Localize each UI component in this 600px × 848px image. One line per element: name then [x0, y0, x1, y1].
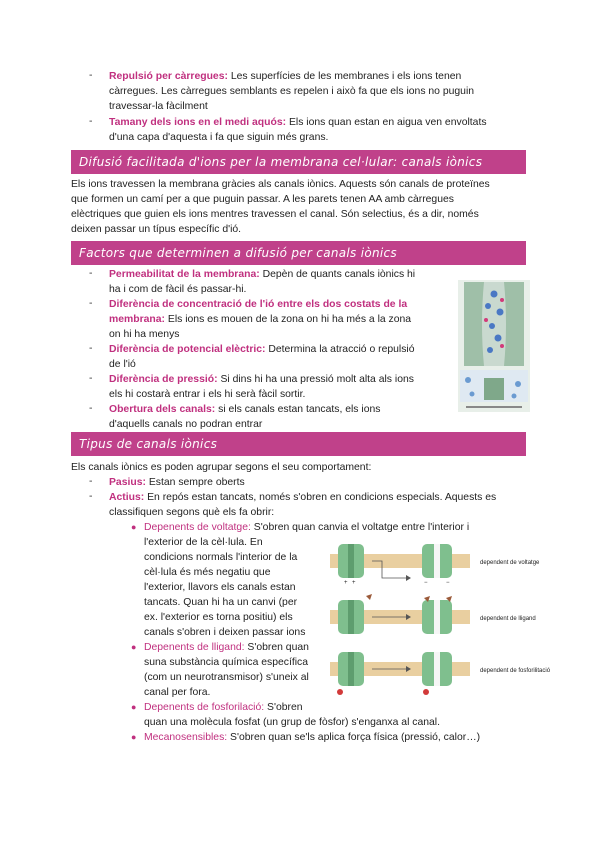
type-pasius: Pasius: Estan sempre oberts — [109, 477, 245, 488]
label-ligand: dependent de lligand — [480, 616, 536, 622]
section1-line-4: deixen passar un típus específic d'ió. — [71, 224, 242, 235]
sub-mecanosensibles: Mecanosensibles: S'obren quan se'ls aplica força física (pressió, calor…) — [144, 732, 481, 743]
factor-obertura: Obertura dels canals: si els canals estan tancats, els ions — [109, 404, 381, 415]
section-heading-tipus: Tipus de canals iònics — [71, 432, 526, 456]
phospho-gated-row — [330, 652, 551, 695]
document-page: - Repulsió per càrregues: Les superfícies de les membranes i els ions tenen càrregues. Les càrregues semblants es repelen i això fa que els ions no puguin travessar-la fàcilment - Tamany dels ions en el medi aquós: Els ions quan estan en aigua ven envoltats d'una capa d'aquesta i fa que siguin més grans. Difusió facilitada d'ions per la membrana cel·lular: canals iònics Els ions travessen la membrana gràcies als canals iònics. Aquests són canals de proteïnes que formen un camí per a que puguin passar. A les parets tenen AA amb càrregues elèctriques que guien els ions mentres travessen el canal. Són selectius, és a dir, només deixen passar un típus específic d'ió. Factors que determinen a difusió per canals iònics - Permeabilitat de la membrana: Depèn de quants canals iònics hi ha i com de fàcil és passar-hi. - Diferència de concentració de l'ió entre els dos costats de la membrana: Els ions es mouen de la zona on hi ha més a la zona on hi ha menys - Diferència de potencial elèctric: Determina la atracció o repulsió de l'ió - Diferència de pressió: Si dins hi ha una pressió molt alta als ions els hi costarà entrar i els hi serà fàcil sortir. - Obertura dels canals: si els canals estan tancats, els ions d'aquells canals no podran entrar Tipus de canals iònics Els canals iònics es poden agrupar segons el seu comportament: - Pasius: Estan sempre oberts - Actius: En repós estan tancats, només s'obren en condicions especials. Aquests es classifiquen segons què els fa obrir: ● Depenents de voltatge: S'obren quan canvia el voltatge entre l'interior i l'exterior de la cèl·lula. En condicions normals l'interior de la cèl·lula és més negatiu que l'exterior, llavors els canals estan tancats. Quan hi ha un canvi (per ex. l'exterior es torna positiu) els canals s'obren i deixen passar ions ● Depenents de lligand: S'obren quan suna substància química específica (com un neurotransmisor) s'uneix al canal per fora. ● Depenents de fosforilació: S'obren quan una molècula fosfat (un grup de fòsfor) s'enganxa al canal. ● Mecanosensibles: S'obren quan se'ls aplica força física (pressió, calor…) + + − − dependent de voltatge dependent de lligand dependent de fosforilitació — [0, 0, 600, 848]
ion-channel-figure — [458, 280, 530, 412]
keyword: Repulsió per càrregues: — [109, 71, 228, 82]
gated-channels-figure — [330, 540, 570, 700]
channel-wall-left — [464, 282, 484, 366]
sub-lligand: Depenents de lligand: S'obren quan — [144, 642, 309, 653]
factor-potencial: Diferència de potencial elèctric: Determina la atracció o repulsió — [109, 344, 415, 355]
svg-text:−: − — [424, 580, 428, 586]
factor-concentracio: Diferència de concentració de l'ió entre els dos costats de la — [109, 299, 408, 310]
dash: - — [89, 70, 93, 81]
section-heading-factors: Factors que determinen a difusió per canals iònics — [71, 241, 526, 265]
label-phospho: dependent de fosforilitació — [480, 668, 551, 674]
factor-permeabilitat: Permeabilitat de la membrana: Depèn de quants canals iònics hi — [109, 269, 416, 280]
voltage-gated-row — [330, 544, 540, 586]
svg-text:−: − — [446, 580, 450, 586]
sub-fosforilacio: Depenents de fosforilació: S'obren — [144, 702, 303, 713]
svg-text:+: + — [344, 580, 348, 586]
sub-voltatge: Depenents de voltatge: S'obren quan canvia el voltatge entre l'interior i — [144, 522, 470, 533]
type-actius: Actius: En repós estan tancats, només s'obren en condicions especials. Aquests es — [109, 492, 497, 503]
label-voltage: dependent de voltatge — [480, 560, 540, 566]
section1-line-3: elèctriques que guien els ions mentres travessen el canal. Són selectius, és a dir, només — [71, 209, 479, 220]
factor-pressio: Diferència de pressió: Si dins hi ha una pressió molt alta als ions — [109, 374, 414, 385]
svg-text:+: + — [352, 580, 356, 586]
section-heading-difusio: Difusió facilitada d'ions per la membrana cel·lular: canals iònics — [71, 150, 526, 174]
section1-line-2: que formen un camí per a que puguin passar. A les parets tenen AA amb càrregues — [71, 194, 454, 205]
section1-line-1: Els ions travessen la membrana gràcies als canals iònics. Aquests són canals de proteïnes — [71, 179, 490, 190]
section3-intro: Els canals iònics es poden agrupar segons el seu comportament: — [71, 462, 372, 473]
ligand-gated-row — [330, 594, 536, 634]
channel-wall-right — [504, 282, 524, 366]
